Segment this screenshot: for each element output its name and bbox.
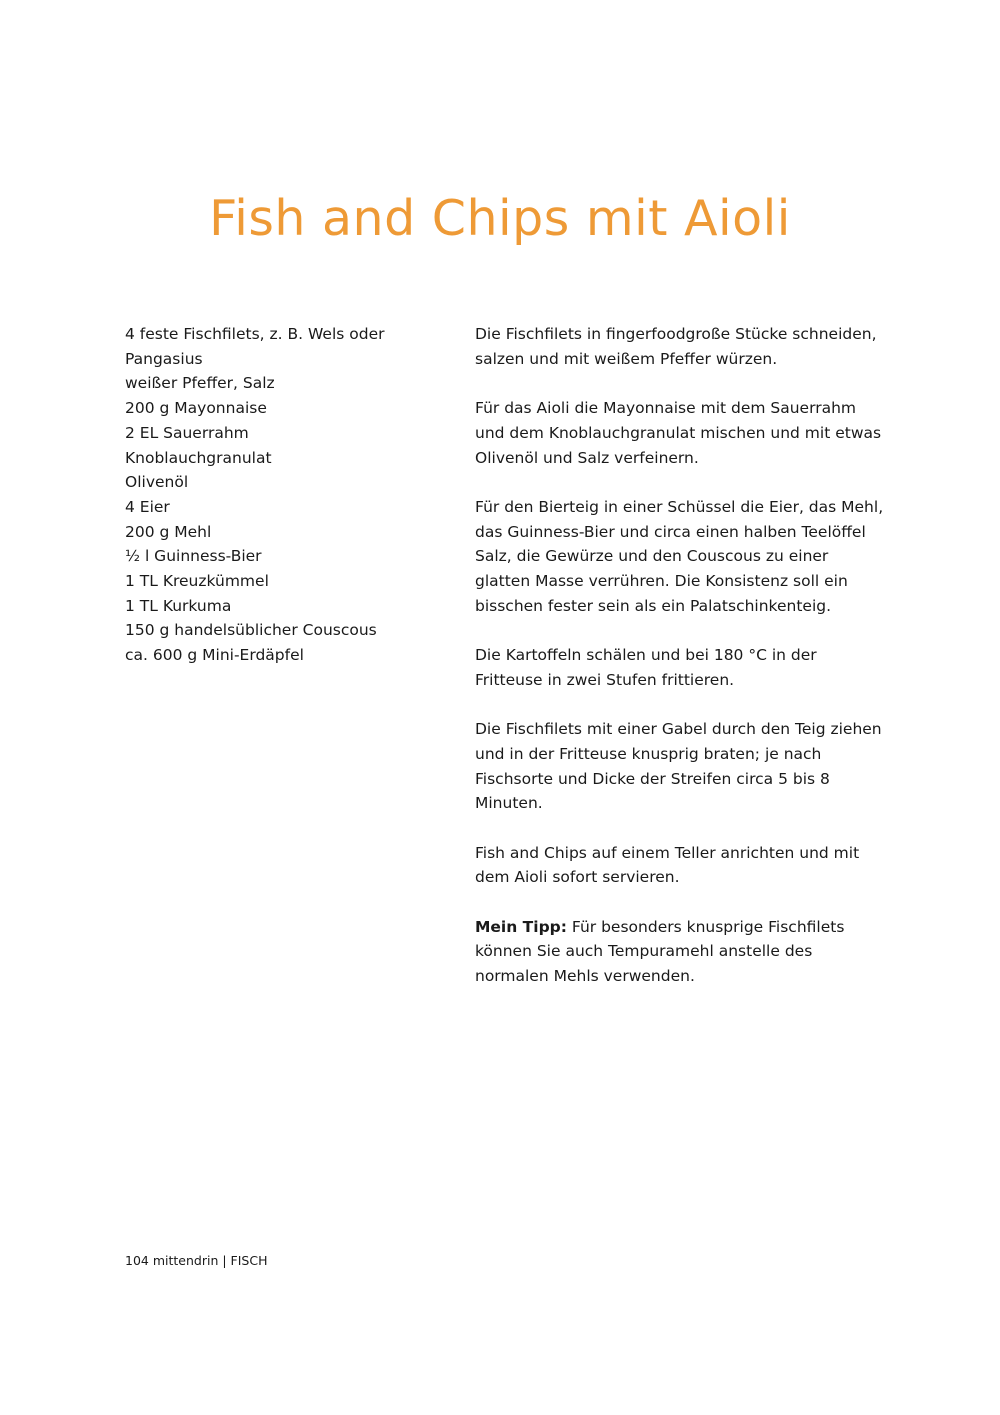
step-paragraph: Für den Bierteig in einer Schüssel die Eier, das Mehl, das Guinness-Bier und circa einen halben Teelöffel Salz, die Gewürze und den Couscous zu einer glatten Masse verrühren. Die Konsistenz soll ein bisschen fester sein als ein Palatschinkenteig. [475,497,884,615]
ingredient-item: 200 g Mehl [125,522,212,541]
ingredient-item: 1 TL Kurkuma [125,596,232,615]
ingredient-item: Olivenöl [125,473,189,492]
ingredient-item: 1 TL Kreuzkümmel [125,572,269,591]
tip-paragraph [475,915,885,989]
preparation-steps [475,322,885,1014]
ingredient-item: 2 EL Sauerrahm [125,423,249,442]
tip-text: Für besonders knusprige Fischfilets können Sie auch Tempuramehl anstelle des normalen Mehls verwenden. [475,917,845,986]
recipe-title: Fish and Chips mit Aioli [209,190,791,247]
ingredient-item: weißer Pfeffer, Salz [125,374,275,393]
ingredient-item: 4 feste Fischfilets, z. B. Wels oder Pangasius [125,325,385,368]
step-paragraph: Für das Aioli die Mayonnaise mit dem Sauerrahm und dem Knoblauchgranulat mischen und mit etwas Olivenöl und Salz verfeinern. [475,399,882,467]
ingredient-item: 4 Eier [125,497,170,516]
step-paragraph: Die Fischfilets mit einer Gabel durch den Teig ziehen und in der Fritteuse knusprig braten; je nach Fischsorte und Dicke der Streifen circa 5 bis 8 Minuten. [475,720,882,813]
page-footer: 104 mittendrin | FISCH [125,1253,268,1268]
ingredient-item: ca. 600 g Mini-Erdäpfel [125,646,304,665]
ingredient-item: 200 g Mayonnaise [125,399,267,418]
step-paragraph: Die Kartoffeln schälen und bei 180 °C in der Fritteuse in zwei Stufen frittieren. [475,646,817,689]
ingredient-item: 150 g handelsüblicher Couscous [125,621,377,640]
step-paragraph: Die Fischfilets in fingerfoodgroße Stücke schneiden, salzen und mit weißem Pfeffer würzen. [475,325,877,368]
tip-label: Mein Tipp: [475,917,567,936]
ingredient-item: ½ l Guinness-Bier [125,547,262,566]
step-paragraph: Fish and Chips auf einem Teller anrichten und mit dem Aioli sofort servieren. [475,843,860,887]
ingredient-list [125,322,425,668]
ingredient-item: Knoblauchgranulat [125,448,272,467]
